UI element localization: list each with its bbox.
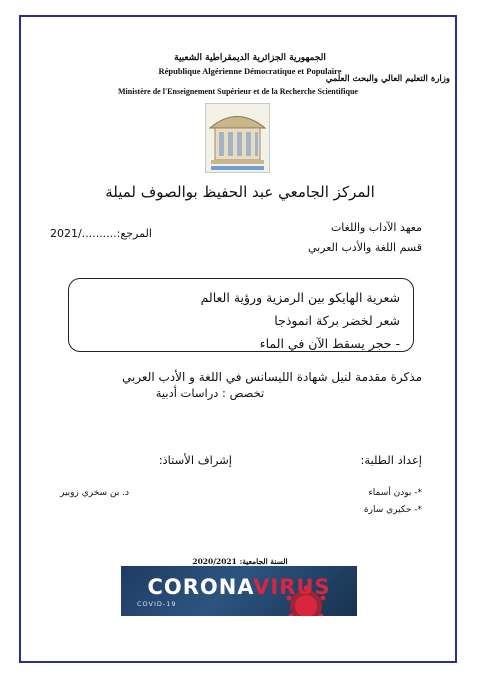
virus-word: VIRUS <box>253 575 331 599</box>
covid-label: COVID-19 <box>137 600 177 608</box>
university-center-name: المركز الجامعي عبد الحفيظ بوالصوف لميلة <box>105 183 375 201</box>
republic-french: République Algérienne Démocratique et Populaire <box>158 66 342 76</box>
professor-name: د. بن سخري زوبير <box>60 488 130 498</box>
reference-number: المرجع:........../2021 <box>50 227 152 240</box>
memo-description: مذكرة مقدمة لنيل شهادة الليسانس في اللغة و الأدب العربي <box>121 370 422 384</box>
supervision-label: إشراف الأستاذ: <box>158 453 232 467</box>
thesis-title-line-1: شعرية الهايكو بين الرمزية ورؤية العالم <box>200 290 400 305</box>
academic-year: السنة الجامعية: 2020/2021 <box>192 557 288 566</box>
university-logo <box>205 103 270 173</box>
ministry-french: Ministère de l'Enseignement Supérieur et de la Recherche Scientifique <box>118 87 358 96</box>
thesis-title-line-3: - حجر يسقط الآن في الماء <box>259 336 400 351</box>
corona-word: CORONA <box>147 575 254 599</box>
coronavirus-banner <box>121 566 357 616</box>
department-name: قسم اللغة والأدب العربي <box>307 241 422 254</box>
thesis-title-line-2: شعر لخضر بركة انموذجا <box>274 313 400 328</box>
specialty: تخصص : دراسات أدبية <box>155 386 265 400</box>
institute-name: معهد الآداب واللغات <box>330 221 422 234</box>
ministry-arabic: وزارة التعليم العالي والبحث العلمي <box>325 74 450 84</box>
republic-arabic: الجمهورية الجزائرية الديمقراطية الشعبية <box>174 53 326 63</box>
student-name-2: *- حكيري سارة <box>363 505 422 515</box>
prepared-by-label: إعداد الطلبة: <box>360 453 422 467</box>
coronavirus-text <box>121 575 357 599</box>
student-name-1: *- بودن أسماء <box>368 488 422 498</box>
